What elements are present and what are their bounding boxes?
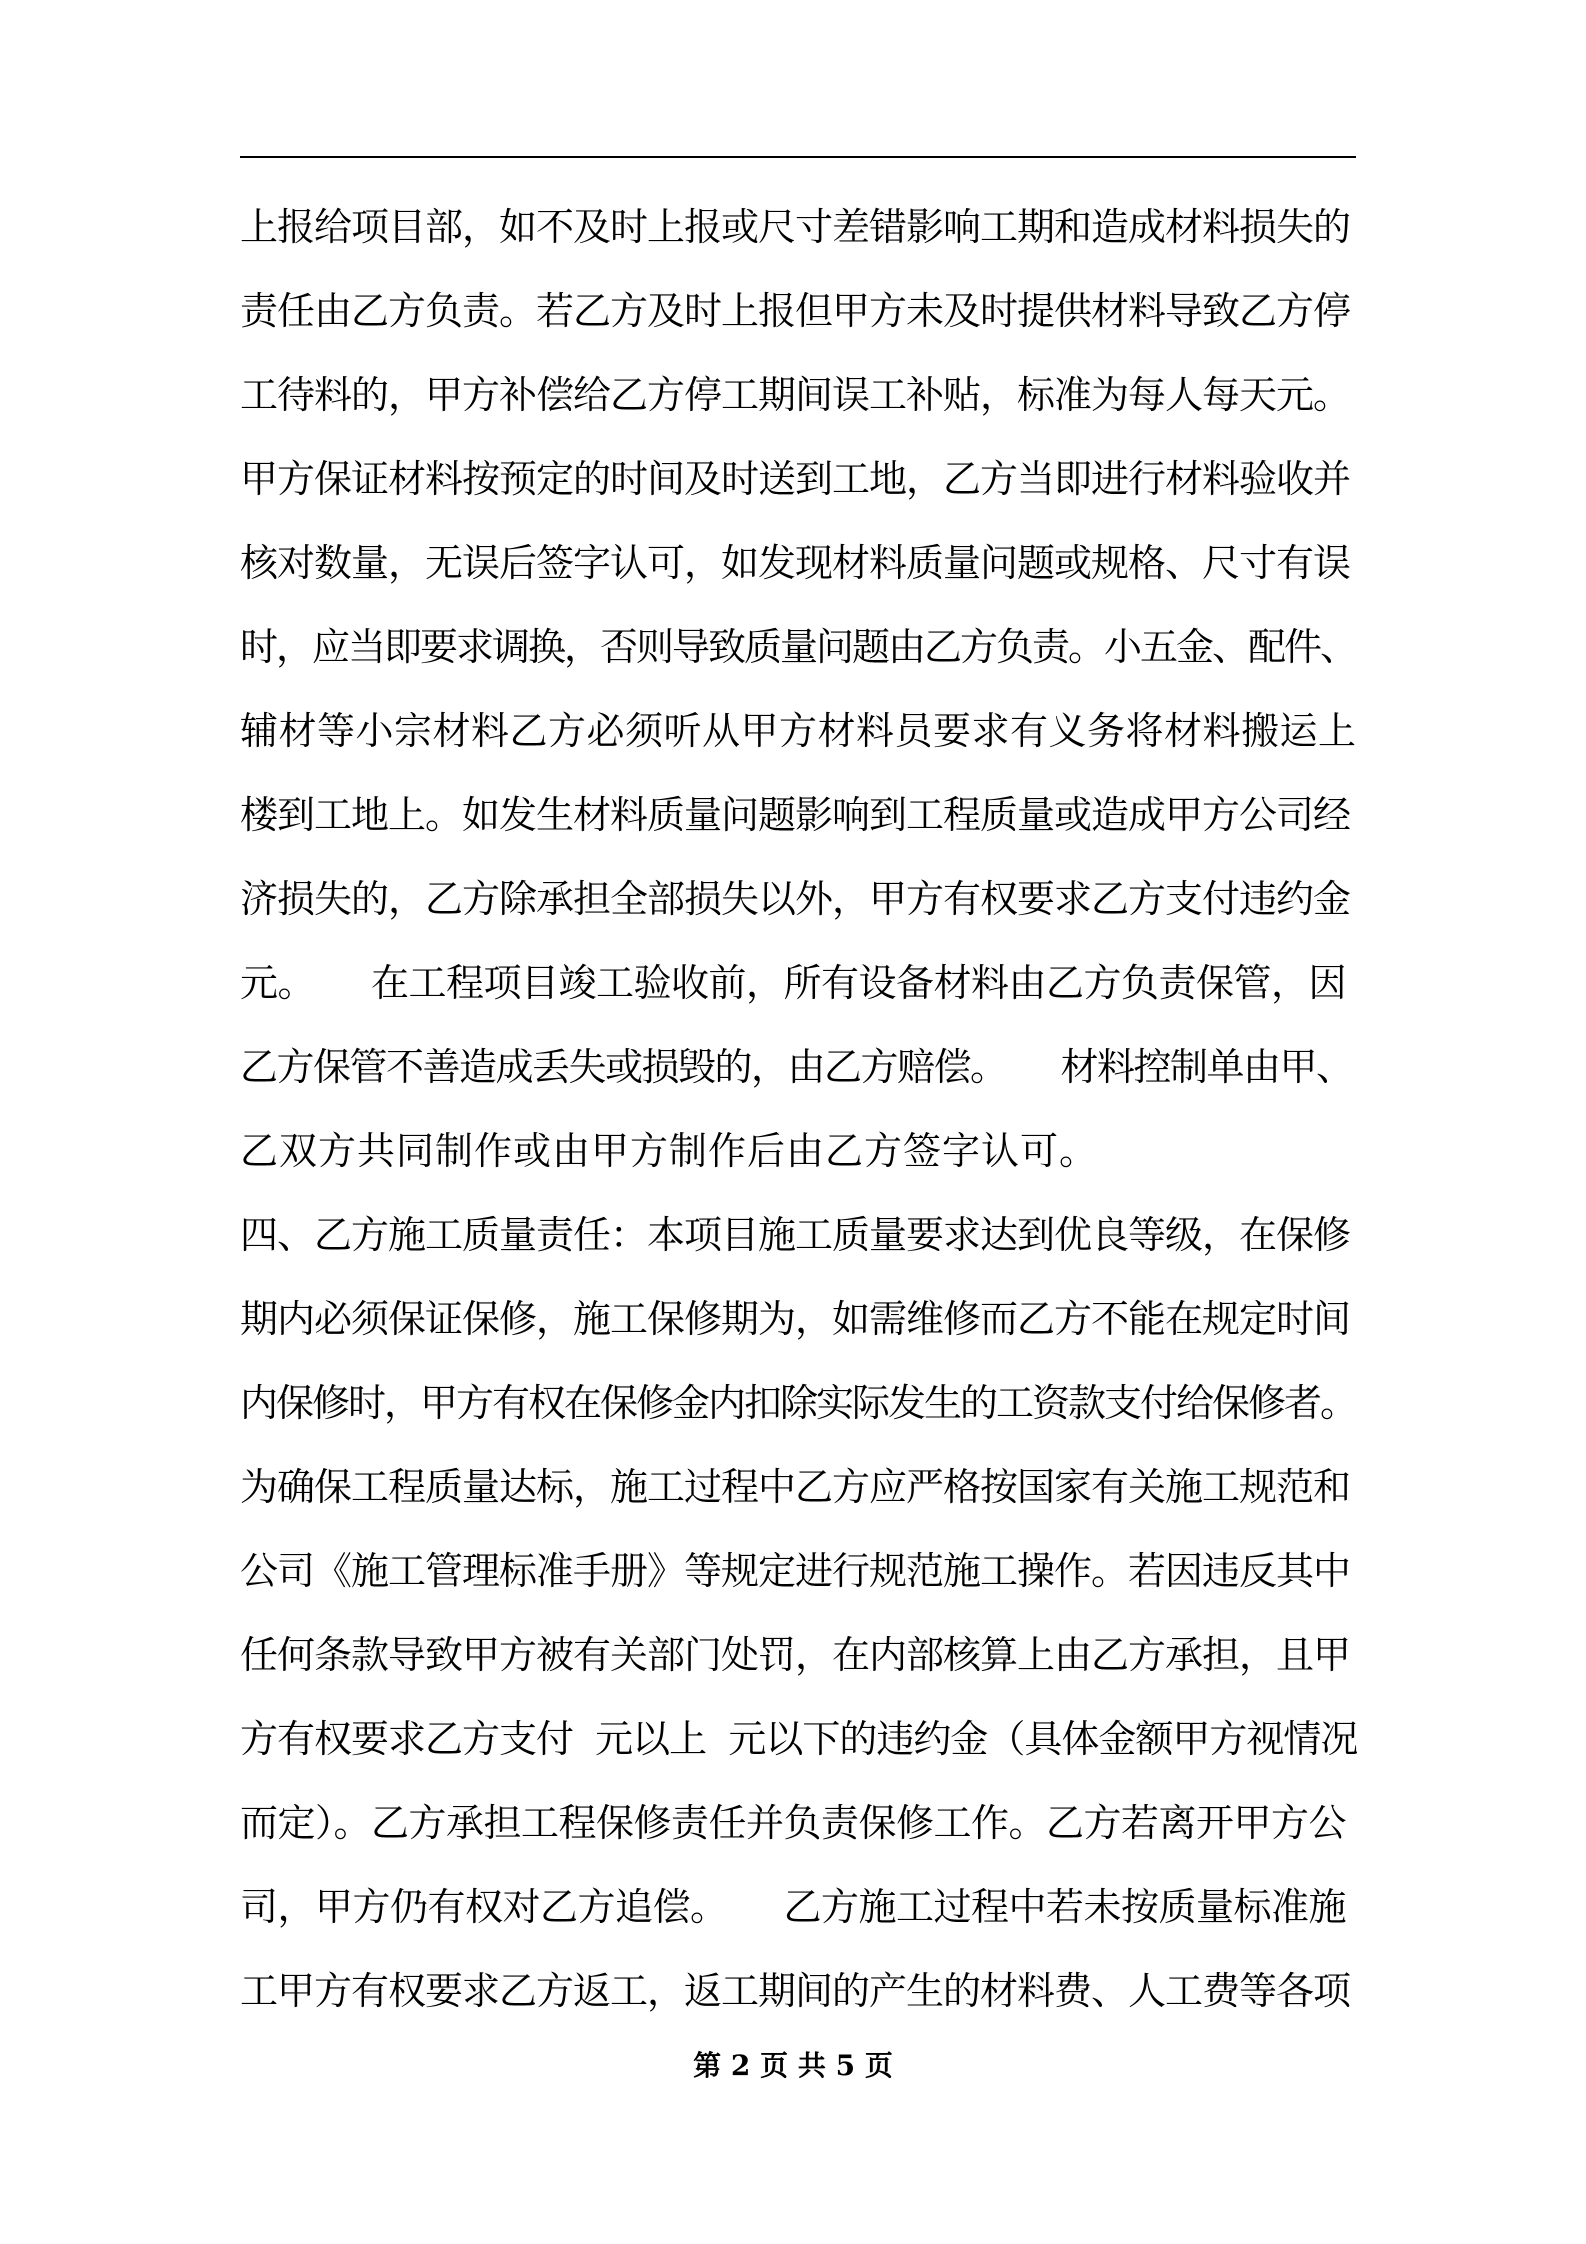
text-line: 期内必须保证保修，施工保修期为，如需维修而乙方不能在规定时间 <box>240 1297 1351 1341</box>
text-line: 元。 在工程项目竣工验收前，所有设备材料由乙方负责保管，因 <box>240 961 1347 1005</box>
text-line: 方有权要求乙方支付 元以上 元以下的违约金（具体金额甲方视情况 <box>240 1717 1358 1761</box>
text-line: 内保修时，甲方有权在保修金内扣除实际发生的工资款支付给保修者。 <box>240 1381 1357 1425</box>
text-line: 公司《施工管理标准手册》等规定进行规范施工操作。若因违反其中 <box>240 1549 1351 1593</box>
text-line: 乙方保管不善造成丢失或损毁的，由乙方赔偿。 材料控制单由甲、 <box>240 1045 1353 1089</box>
text-line: 司，甲方仍有权对乙方追偿。 乙方施工过程中若未按质量标准施 <box>240 1885 1347 1929</box>
text-line: 辅材等小宗材料乙方必须听从甲方材料员要求有义务将材料搬运上 <box>240 709 1357 753</box>
text-line: 而定）。乙方承担工程保修责任并负责保修工作。乙方若离开甲方公 <box>240 1801 1347 1845</box>
text-line: 济损失的，乙方除承担全部损失以外，甲方有权要求乙方支付违约金 <box>240 877 1351 921</box>
page-number: 第 2 页 共 5 页 <box>693 2049 893 2082</box>
text-line: 工甲方有权要求乙方返工，返工期间的产生的材料费、人工费等各项 <box>240 1969 1351 2013</box>
header-rule <box>240 156 1356 158</box>
text-line: 上报给项目部，如不及时上报或尺寸差错影响工期和造成材料损失的 <box>240 205 1351 249</box>
text-line: 乙双方共同制作或由甲方制作后由乙方签字认可。 <box>240 1129 1099 1173</box>
text-line: 任何条款导致甲方被有关部门处罚，在内部核算上由乙方承担，且甲 <box>240 1633 1351 1677</box>
text-line: 核对数量，无误后签字认可，如发现材料质量问题或规格、尺寸有误 <box>240 541 1351 585</box>
text-line: 责任由乙方负责。若乙方及时上报但甲方未及时提供材料导致乙方停 <box>240 289 1351 333</box>
text-line: 工待料的，甲方补偿给乙方停工期间误工补贴，标准为每人每天元。 <box>240 373 1351 417</box>
text-line: 时，应当即要求调换，否则导致质量问题由乙方负责。小五金、配件、 <box>240 625 1357 669</box>
text-line: 四、乙方施工质量责任：本项目施工质量要求达到优良等级，在保修 <box>240 1213 1351 1257</box>
text-line: 为确保工程质量达标，施工过程中乙方应严格按国家有关施工规范和 <box>240 1465 1351 1509</box>
text-line: 甲方保证材料按预定的时间及时送到工地，乙方当即进行材料验收并 <box>240 457 1351 501</box>
text-line: 楼到工地上。如发生材料质量问题影响到工程质量或造成甲方公司经 <box>240 793 1351 837</box>
